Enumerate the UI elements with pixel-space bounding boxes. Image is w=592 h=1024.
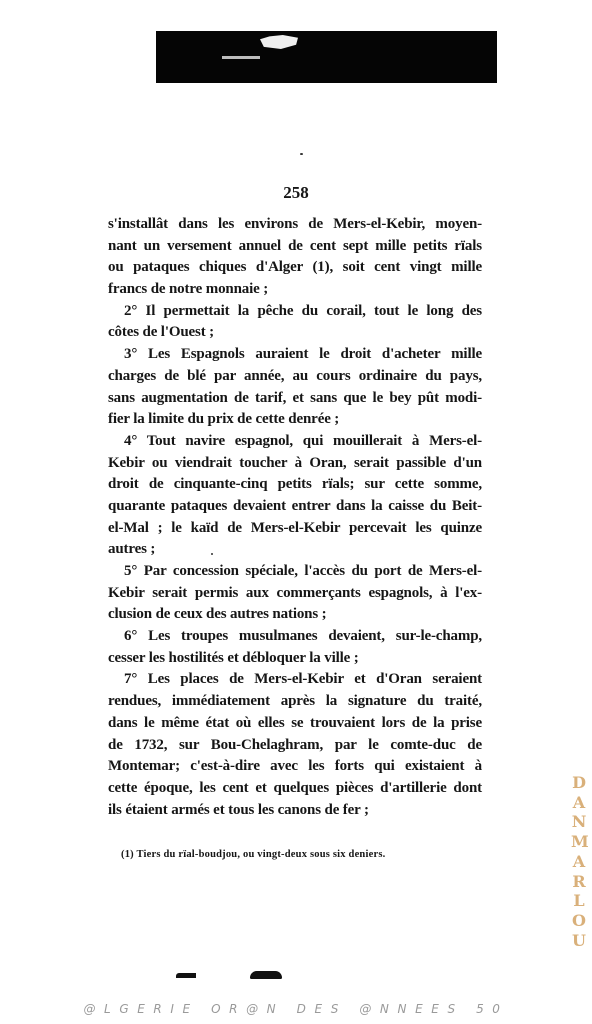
text-line: 6° Les troupes musulmanes devaient, sur-le-champ, xyxy=(124,628,482,645)
footnote: (1) Tiers du rïal-boudjou, ou vingt-deux sous six deniers. xyxy=(121,849,386,860)
side-watermark xyxy=(571,773,587,950)
text-line: 4° Tout navire espagnol, qui mouillerait à Mers-el- xyxy=(124,432,482,449)
text-line: francs de notre monnaie ; xyxy=(108,281,269,298)
text-line: el-Mal ; le kaïd de Mers-el-Kebir percevait les quinze xyxy=(108,519,482,536)
text-line: sans augmentation de tarif, et sans que le bey pût modi- xyxy=(108,389,482,406)
text-line: clusion de ceux des autres nations ; xyxy=(108,606,327,623)
side-watermark-letter: D xyxy=(572,773,586,792)
text-line: Kebir ou viendrait toucher à Oran, serait passible d'un xyxy=(108,454,482,471)
side-watermark-letter: U xyxy=(572,930,586,950)
redaction-band xyxy=(156,31,497,83)
text-line: droit de cinquante-cinq petits rïals; sur cette somme, xyxy=(108,476,482,493)
side-watermark-letter: M xyxy=(571,832,589,852)
side-watermark-letter: R xyxy=(572,871,586,891)
text-line: nant un versement annuel de cent sept mille petits rïals xyxy=(108,237,482,254)
text-line: 2° Il permettait la pêche du corail, tout le long des xyxy=(124,302,482,319)
text-line: charges de blé par année, au cours ordinaire du pays, xyxy=(108,367,482,384)
text-line: côtes de l'Ouest ; xyxy=(108,324,215,341)
band-scratch xyxy=(260,35,298,49)
band-scratch xyxy=(222,56,260,59)
text-line: Kebir serait permis aux commerçants espagnols, à l'ex- xyxy=(108,584,482,601)
text-line: dans le même état où elles se trouvaient lors de la prise xyxy=(108,714,482,731)
side-watermark-letter: A xyxy=(572,792,586,812)
text-line: autres ; xyxy=(108,541,156,558)
text-line: 3° Les Espagnols auraient le droit d'acheter mille xyxy=(124,346,482,363)
text-line: cesser les hostilités et débloquer la ville ; xyxy=(108,649,359,666)
side-watermark-letter: L xyxy=(573,891,585,911)
ink-mark xyxy=(176,973,196,978)
text-line: 5° Par concession spéciale, l'accès du port de Mers-el- xyxy=(124,563,482,579)
text-line: 7° Les places de Mers-el-Kebir et d'Oran seraient xyxy=(124,671,482,688)
bottom-watermark: @LGERIE OR@N DES @NNEES 50 xyxy=(83,1002,509,1016)
text-line: quarante pataques devaient entrer dans la caisse du Beit- xyxy=(108,497,482,514)
text-line: de 1732, sur Bou-Chelaghram, par le comte-duc de xyxy=(108,736,482,753)
page-number: 258 xyxy=(283,183,309,202)
text-line: s'installât dans les environs de Mers-el-Kebir, moyen- xyxy=(108,216,482,232)
text-line: ou pataques chiques d'Alger (1), soit cent vingt mille xyxy=(108,259,482,276)
side-watermark-letter: A xyxy=(572,851,586,871)
ink-speck xyxy=(300,153,303,155)
body-text xyxy=(108,214,482,821)
text-line: Montemar; c'est-à-dire avec les forts qui existaient à xyxy=(108,758,482,775)
side-watermark-letter: O xyxy=(572,910,586,930)
ink-mark xyxy=(250,971,282,979)
side-watermark-letter: N xyxy=(571,812,587,832)
text-line: cette époque, les cent et quelques pièces d'artillerie dont xyxy=(108,779,482,796)
text-line: ils étaient armés et tous les canons de fer ; xyxy=(108,801,369,818)
text-line: rendues, immédiatement après la signature du traité, xyxy=(108,693,482,710)
text-line: fier la limite du prix de cette denrée ; xyxy=(108,411,340,428)
